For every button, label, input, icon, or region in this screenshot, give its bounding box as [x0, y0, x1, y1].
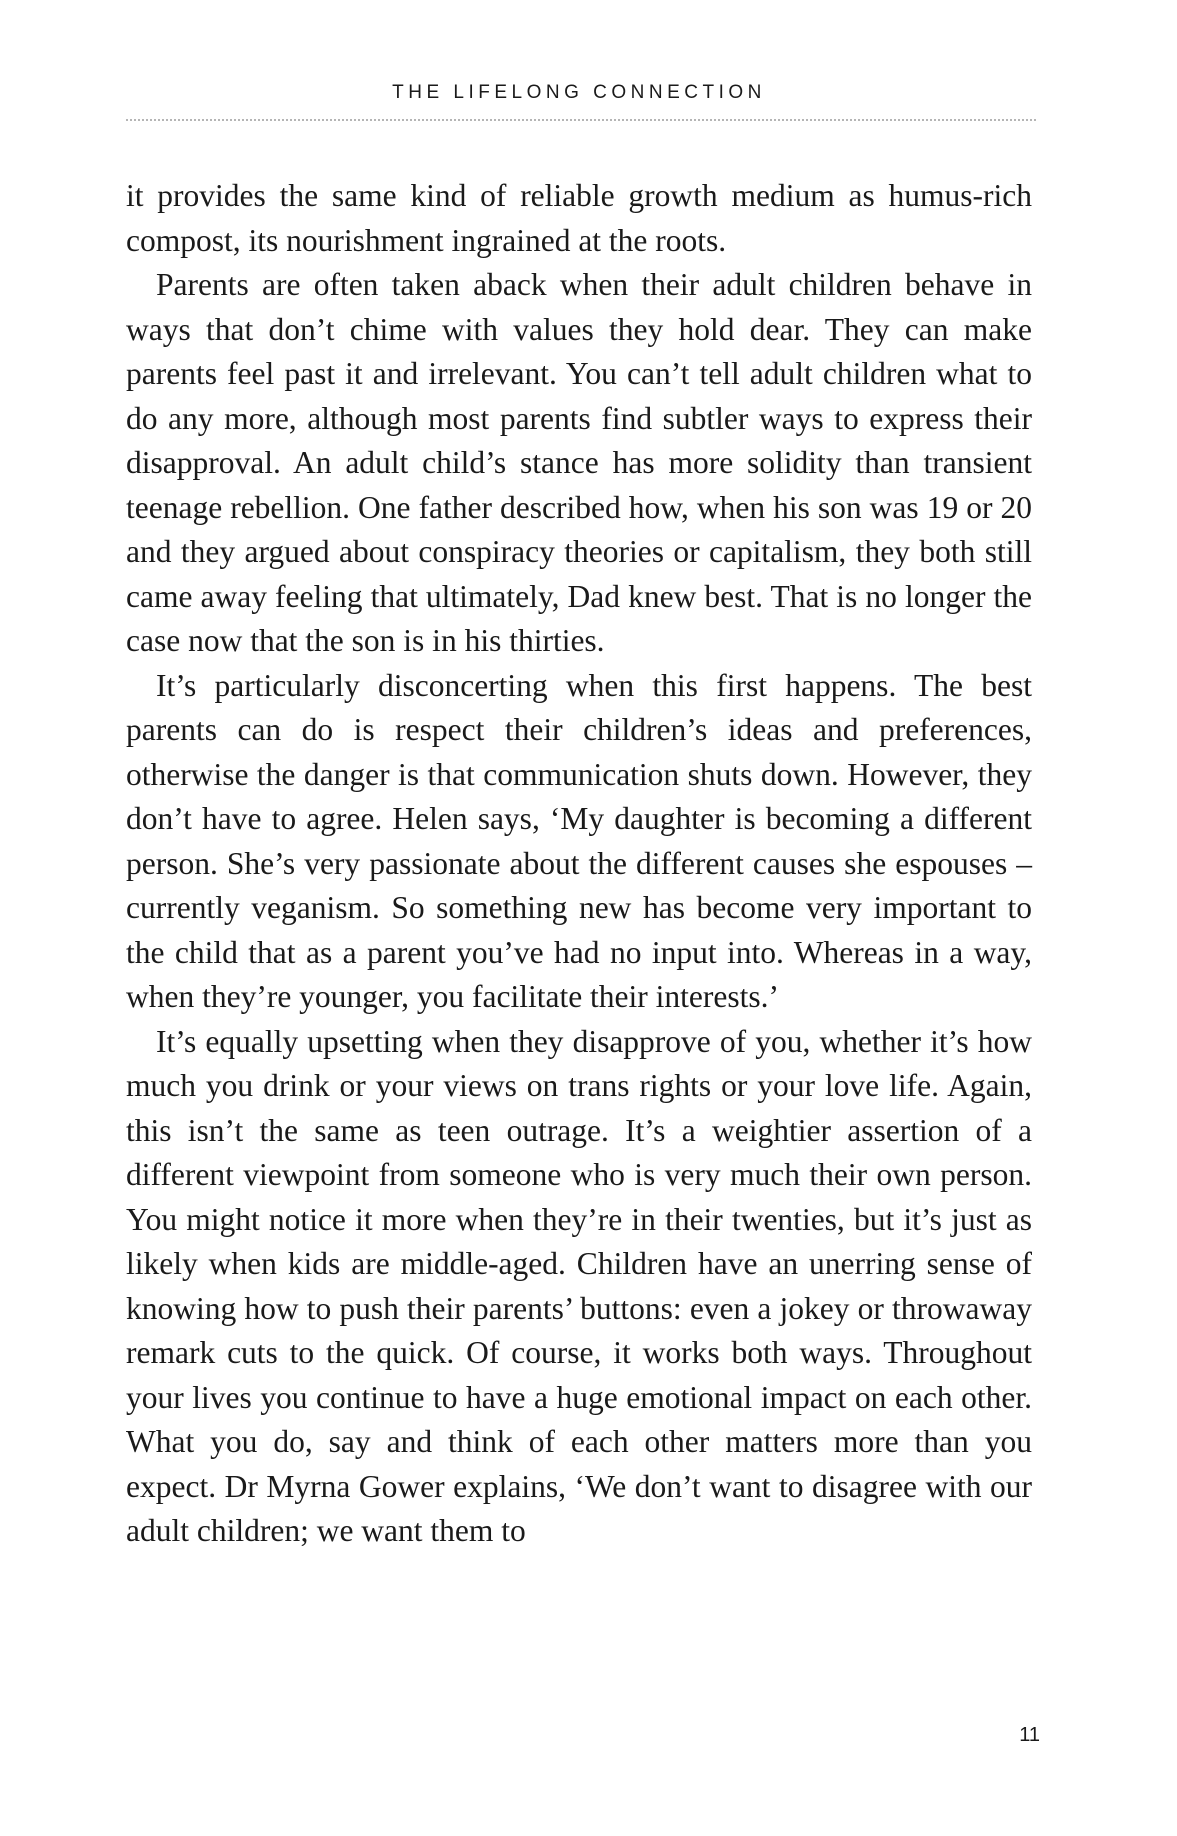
paragraph-continued: it provides the same kind of reliable growth medium as humus-rich compost, its nourishment ingrained at the roots.	[126, 178, 1032, 258]
paragraph: Parents are often taken aback when their adult children behave in ways that don’t chime with values they hold dear. They can make parents feel past it and irrelevant. You can’t tell adult children what to do any more, although most parents find subtler ways to express their disapproval. An adult child’s stance has more solidity than transient teenage rebellion. One father described how, when his son was 19 or 20 and they argued about conspiracy theories or capitalism, they both still came away feeling that ultimately, Dad knew best. That is no longer the case now that the son is in his thirties.	[126, 267, 1032, 658]
header-divider	[126, 119, 1036, 121]
body-text	[126, 174, 1032, 1554]
paragraph: It’s particularly disconcerting when this first happens. The best parents can do is respect their children’s ideas and preferences, otherwise the danger is that communication shuts down. However, they don’t have to agree. Helen says, ‘My daughter is becoming a different person. She’s very passionate about the different causes she espouses – currently veganism. So something new has become very important to the child that as a parent you’ve had no input into. Whereas in a way, when they’re younger, you facilitate their interests.’	[126, 667, 1032, 1014]
running-head-title: THE LIFELONG CONNECTION	[392, 82, 766, 103]
page-number: 11	[1019, 1724, 1040, 1746]
paragraph: It’s equally upsetting when they disapprove of you, whether it’s how much you drink or your views on trans rights or your love life. Again, this isn’t the same as teen outrage. It’s a weightier assertion of a different viewpoint from someone who is very much their own person. You might notice it more when they’re in their twenties, but it’s just as likely when kids are middle-aged. Children have an unerring sense of knowing how to push their parents’ buttons: even a jokey or throwaway remark cuts to the quick. Of course, it works both ways. Throughout your lives you continue to have a huge emotional impact on each other. What you do, say and think of each other matters more than you expect. Dr Myrna Gower explains, ‘We don’t want to disagree with our adult children; we want them to	[126, 1023, 1032, 1548]
